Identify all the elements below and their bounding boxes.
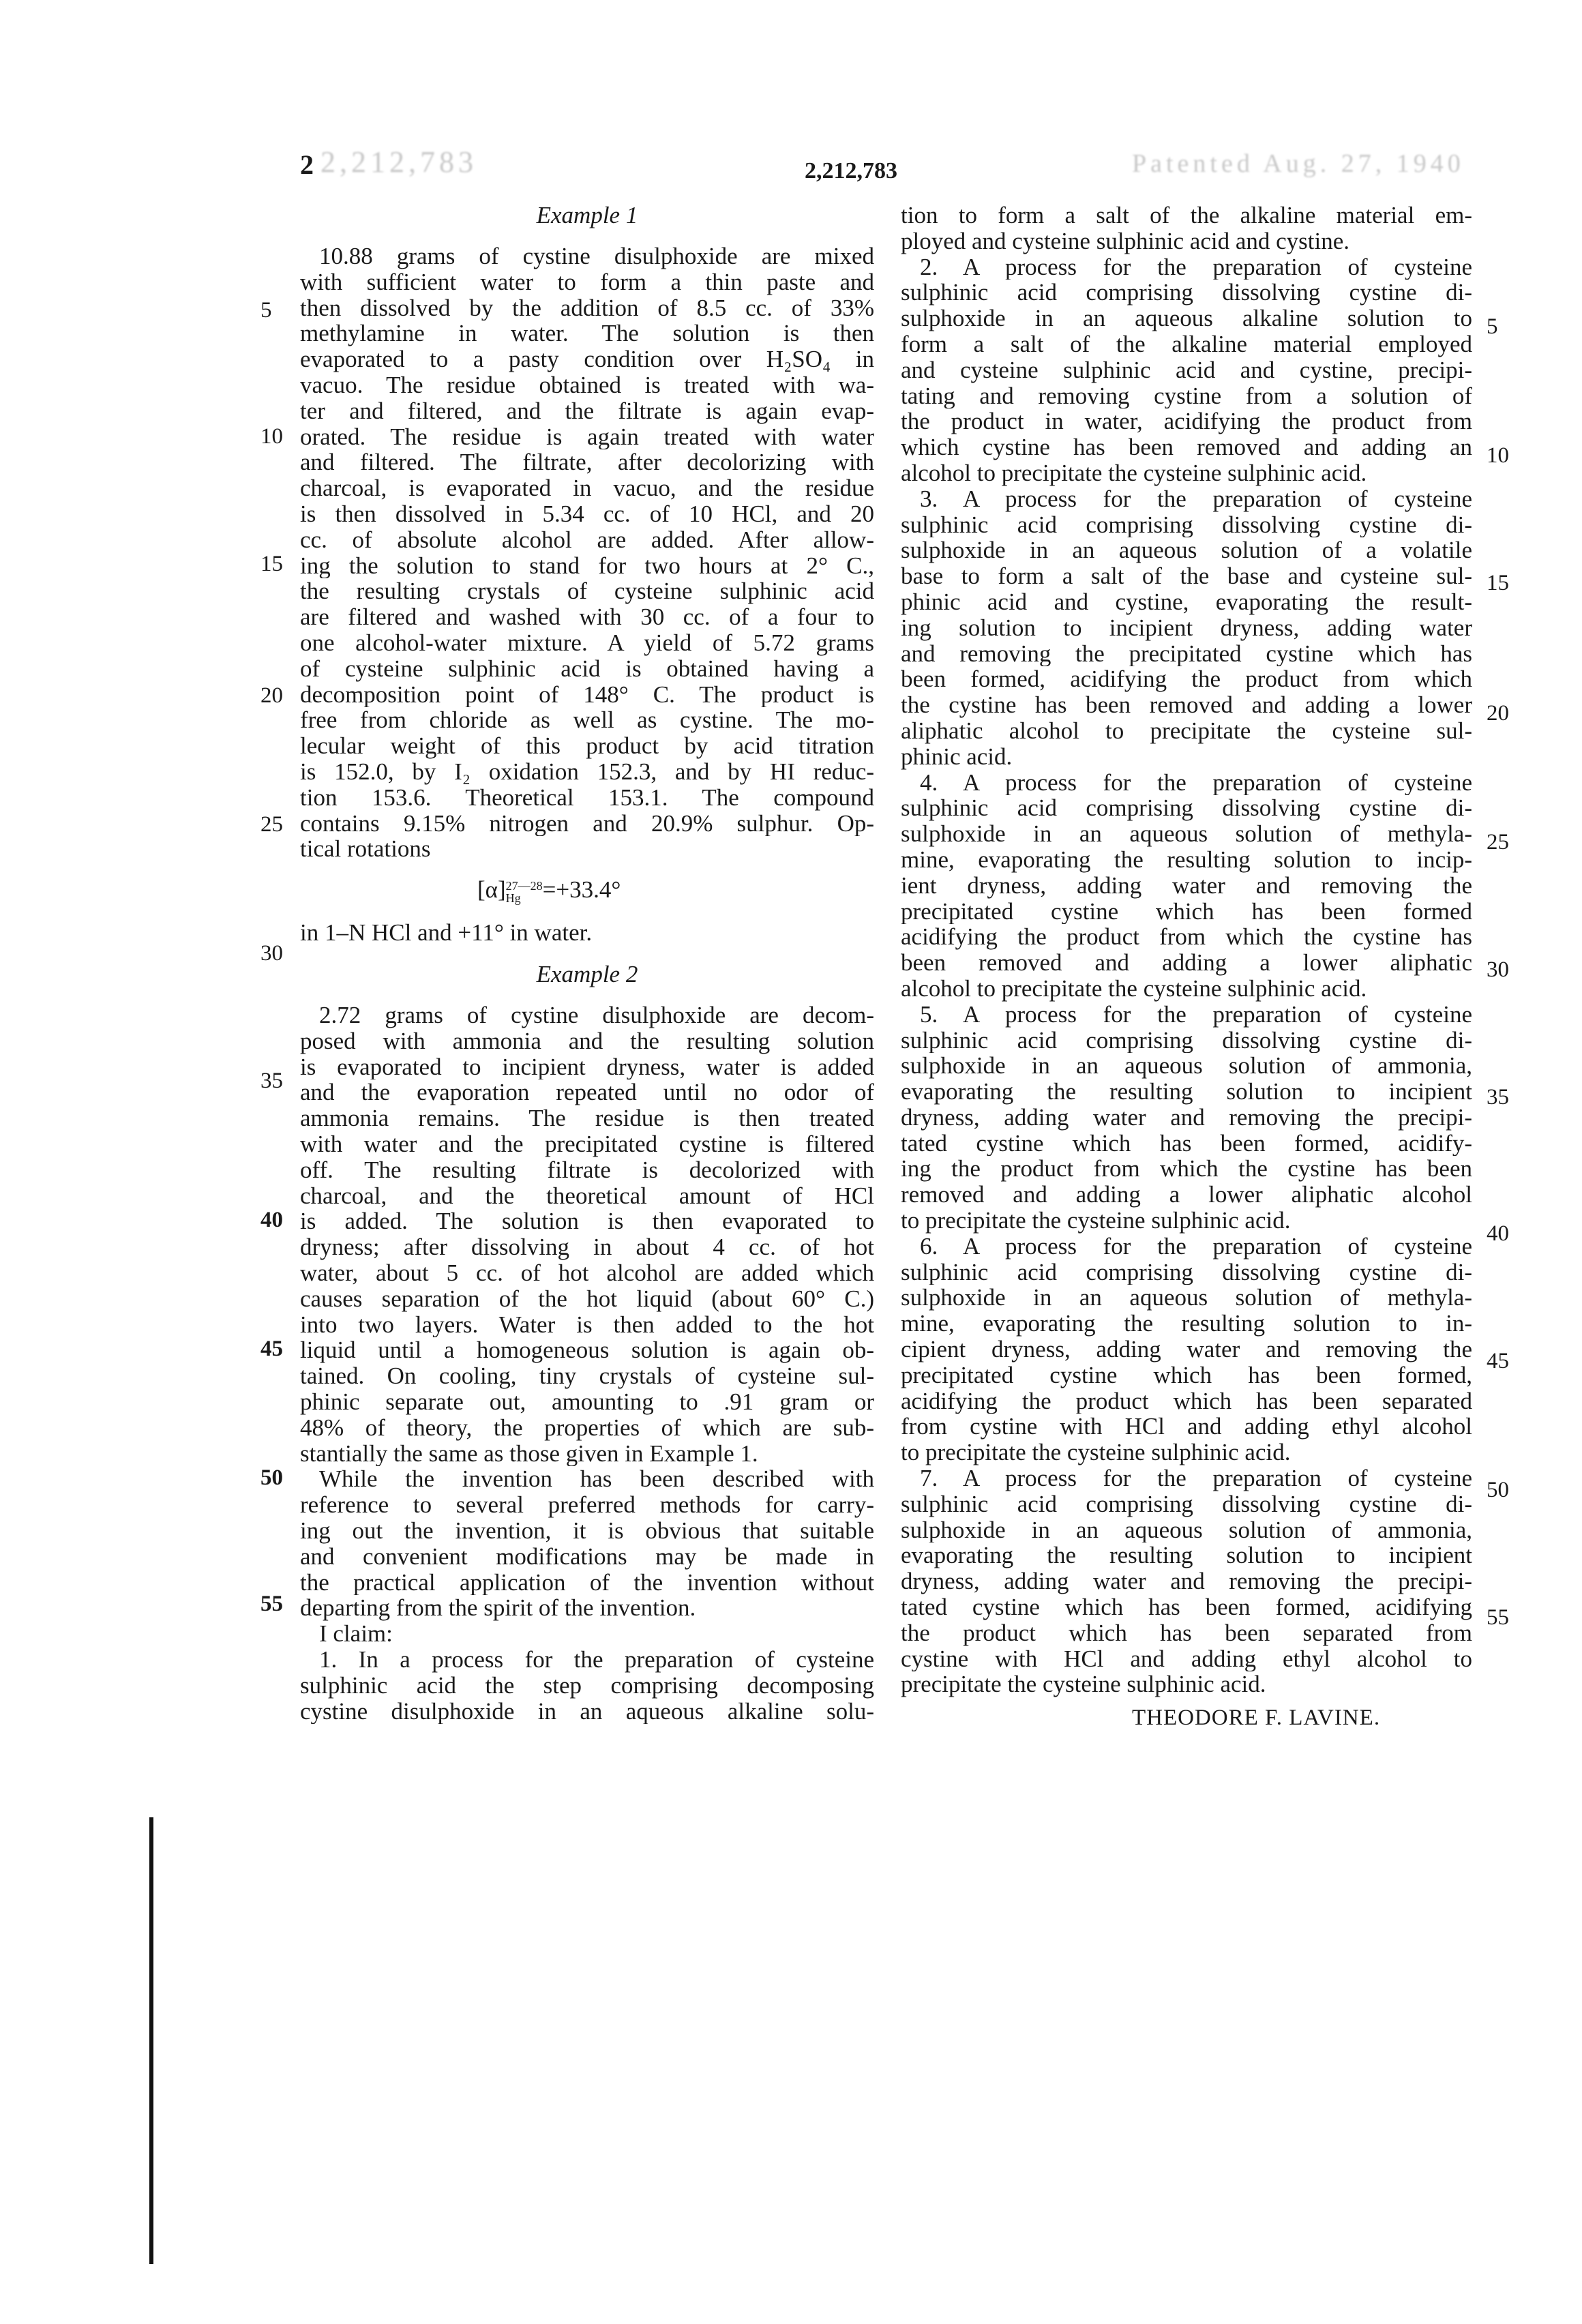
text-line: vacuo. The residue obtained is treated with wa-: [300, 372, 874, 398]
text-line: tained. On cooling, tiny crystals of cysteine sul-: [300, 1363, 874, 1389]
faded-stamp-left: 2,212,783: [320, 145, 477, 179]
paragraph: [901, 770, 1472, 1002]
faded-stamp-right: Patented Aug. 27, 1940: [1132, 149, 1465, 179]
paragraph: [901, 203, 1472, 254]
text-line: with sufficient water to form a thin paste and: [300, 269, 874, 295]
text-line: aliphatic alcohol to precipitate the cysteine sul-: [901, 718, 1472, 744]
text-line: evaporating the resulting solution to incipient: [901, 1543, 1472, 1568]
text-line: sulphoxide in an aqueous alkaline solution to: [901, 306, 1472, 331]
text-line: departing from the spirit of the invention.: [300, 1595, 874, 1621]
text-line: with water and the precipitated cystine is filtered: [300, 1131, 874, 1157]
text-line: phinic acid.: [901, 744, 1472, 770]
text-line: precipitate the cysteine sulphinic acid.: [901, 1671, 1472, 1697]
text-line: sulphinic acid comprising dissolving cystine di-: [901, 512, 1472, 538]
text-line: cystine disulphoxide in an aqueous alkaline solu-: [300, 1699, 874, 1725]
text-line: the cystine has been removed and adding a lower: [901, 692, 1472, 718]
line-number: 30: [260, 941, 283, 966]
text-line: of cysteine sulphinic acid is obtained having a: [300, 656, 874, 682]
page-number: 2: [300, 149, 314, 181]
line-number: 45: [1487, 1349, 1509, 1374]
line-number: 45: [260, 1337, 283, 1362]
text-line: evaporating the resulting solution to incipient: [901, 1079, 1472, 1105]
text-line: and the evaporation repeated until no odor of: [300, 1079, 874, 1105]
line-number: 40: [1487, 1221, 1509, 1247]
line-number: 20: [1487, 701, 1509, 726]
text-line: 7. A process for the preparation of cysteine: [901, 1465, 1472, 1491]
text-line: in 1–N HCl and +11° in water.: [300, 920, 874, 946]
text-line: the resulting crystals of cysteine sulphinic acid: [300, 578, 874, 604]
claims-body: [901, 203, 1472, 1697]
paragraph: [901, 254, 1472, 486]
text-line: tion to form a salt of the alkaline material em-: [901, 203, 1472, 228]
line-number: 35: [260, 1069, 283, 1094]
example-1-body: [300, 243, 874, 862]
text-line: While the invention has been described with: [300, 1466, 874, 1492]
paragraph: [300, 1647, 874, 1724]
text-line: ter and filtered, and the filtrate is again evap-: [300, 398, 874, 424]
paragraph: [300, 243, 874, 862]
text-line: cystine with HCl and adding ethyl alcohol to: [901, 1646, 1472, 1672]
text-line: the product in water, acidifying the product from: [901, 408, 1472, 434]
text-line: causes separation of the hot liquid (about 60° C.): [300, 1286, 874, 1312]
paragraph: [300, 1466, 874, 1621]
formula-subscript: Hg: [506, 892, 543, 904]
line-number: 5: [260, 298, 272, 323]
text-line: reference to several preferred methods for carry-: [300, 1492, 874, 1518]
line-number: 25: [1487, 830, 1509, 855]
text-line: and cysteine sulphinic acid and cystine, precipi-: [901, 357, 1472, 383]
line-number: 10: [1487, 443, 1509, 468]
text-line: base to form a salt of the base and cysteine sul-: [901, 563, 1472, 589]
formula-superscript: 27—28: [506, 880, 543, 892]
text-line: sulphoxide in an aqueous solution of methyla-: [901, 821, 1472, 847]
text-line: to precipitate the cysteine sulphinic acid.: [901, 1208, 1472, 1234]
text-line: tating and removing cystine from a solution of: [901, 383, 1472, 409]
line-number: 15: [260, 552, 283, 577]
text-line: removed and adding a lower aliphatic alcohol: [901, 1182, 1472, 1208]
text-line: phinic separate out, amounting to .91 gram or: [300, 1389, 874, 1415]
text-line: cc. of absolute alcohol are added. After allow-: [300, 527, 874, 553]
example-1-heading: Example 1: [300, 202, 874, 229]
text-line: is added. The solution is then evaporated to: [300, 1208, 874, 1234]
text-line: and removing the precipitated cystine which has: [901, 641, 1472, 667]
text-line: off. The resulting filtrate is decolorized with: [300, 1157, 874, 1183]
text-line: been removed and adding a lower aliphatic: [901, 950, 1472, 976]
text-line: charcoal, and the theoretical amount of HCl: [300, 1183, 874, 1209]
text-line: sulphoxide in an aqueous solution of ammonia,: [901, 1053, 1472, 1079]
text-line: ient dryness, adding water and removing the: [901, 873, 1472, 899]
text-line: contains 9.15% nitrogen and 20.9% sulphur. Op-: [300, 811, 874, 837]
text-line: dryness, adding water and removing the precipi-: [901, 1105, 1472, 1131]
line-number: 20: [260, 683, 283, 709]
paragraph: [901, 486, 1472, 770]
text-line: dryness; after dissolving in about 4 cc. of hot: [300, 1234, 874, 1260]
text-line: form a salt of the alkaline material employed: [901, 331, 1472, 357]
text-line: sulphinic acid comprising dissolving cystine di-: [901, 1260, 1472, 1285]
paragraph: [901, 1234, 1472, 1465]
text-line: tated cystine which has been formed, acidify-: [901, 1131, 1472, 1157]
text-line: sulphoxide in an aqueous solution of ammonia,: [901, 1517, 1472, 1543]
text-line: sulphinic acid comprising dissolving cystine di-: [901, 1491, 1472, 1517]
text-line: evaporated to a pasty condition over H₂SO₄ in: [300, 346, 874, 372]
line-number: 30: [1487, 957, 1509, 983]
text-line: acidifying the product from which the cystine has: [901, 924, 1472, 950]
text-line: tical rotations: [300, 836, 874, 862]
text-line: into two layers. Water is then added to the hot: [300, 1312, 874, 1338]
text-line: then dissolved by the addition of 8.5 cc. of 33%: [300, 295, 874, 321]
text-line: stantially the same as those given in Example 1.: [300, 1441, 874, 1467]
text-line: liquid until a homogeneous solution is again ob-: [300, 1337, 874, 1363]
text-line: is evaporated to incipient dryness, water is added: [300, 1054, 874, 1080]
text-line: sulphinic acid comprising dissolving cystine di-: [901, 795, 1472, 821]
text-line: ing out the invention, it is obvious that suitable: [300, 1518, 874, 1544]
text-line: decomposition point of 148° C. The product is: [300, 682, 874, 708]
text-line: ployed and cysteine sulphinic acid and cystine.: [901, 228, 1472, 254]
text-line: ammonia remains. The residue is then treated: [300, 1105, 874, 1131]
text-line: 1. In a process for the preparation of cysteine: [300, 1647, 874, 1673]
example-2-heading: Example 2: [300, 961, 874, 988]
text-line: tated cystine which has been formed, acidifying: [901, 1594, 1472, 1620]
text-line: 2.72 grams of cystine disulphoxide are decom-: [300, 1002, 874, 1028]
line-number: 5: [1487, 314, 1498, 340]
inventor-signature: THEODORE F. LAVINE.: [1132, 1705, 1380, 1731]
text-line: precipitated cystine which has been formed,: [901, 1362, 1472, 1388]
text-line: ing the solution to stand for two hours at 2° C.,: [300, 553, 874, 579]
patent-number: 2,212,783: [805, 158, 897, 184]
text-line: 5. A process for the preparation of cysteine: [901, 1002, 1472, 1028]
text-line: 48% of theory, the properties of which are sub-: [300, 1415, 874, 1441]
text-line: the practical application of the invention without: [300, 1570, 874, 1596]
text-line: phinic acid and cystine, evaporating the result-: [901, 589, 1472, 615]
text-line: 10.88 grams of cystine disulphoxide are mixed: [300, 243, 874, 269]
paragraph: [901, 1465, 1472, 1697]
line-number: 50: [1487, 1478, 1509, 1503]
formula-symbol: [α]: [477, 876, 506, 903]
line-number: 50: [260, 1465, 283, 1491]
text-line: I claim:: [300, 1621, 874, 1647]
line-number: 55: [1487, 1605, 1509, 1630]
text-line: dryness, adding water and removing the precipi-: [901, 1568, 1472, 1594]
text-line: sulphoxide in an aqueous solution of a volatile: [901, 537, 1472, 563]
text-line: posed with ammonia and the resulting solution: [300, 1028, 874, 1054]
text-line: sulphinic acid the step comprising decomposing: [300, 1673, 874, 1699]
text-line: and convenient modifications may be made in: [300, 1544, 874, 1570]
text-line: 3. A process for the preparation of cysteine: [901, 486, 1472, 512]
text-line: methylamine in water. The solution is then: [300, 321, 874, 346]
text-line: ing solution to incipient dryness, adding water: [901, 615, 1472, 641]
text-line: 6. A process for the preparation of cysteine: [901, 1234, 1472, 1260]
text-line: sulphinic acid comprising dissolving cystine di-: [901, 280, 1472, 306]
text-line: sulphoxide in an aqueous solution of methyla-: [901, 1285, 1472, 1311]
text-line: orated. The residue is again treated with water: [300, 424, 874, 450]
text-line: cipient dryness, adding water and removing the: [901, 1337, 1472, 1362]
text-line: are filtered and washed with 30 cc. of a four to: [300, 604, 874, 630]
text-line: one alcohol-water mixture. A yield of 5.72 grams: [300, 630, 874, 656]
text-line: is then dissolved in 5.34 cc. of 10 HCl, and 20: [300, 501, 874, 527]
text-line: lecular weight of this product by acid titration: [300, 733, 874, 759]
text-line: sulphinic acid comprising dissolving cystine di-: [901, 1028, 1472, 1054]
text-line: tion 153.6. Theoretical 153.1. The compound: [300, 785, 874, 811]
paragraph: [300, 1002, 874, 1466]
text-line: and filtered. The filtrate, after decolorizing with: [300, 449, 874, 475]
text-line: alcohol to precipitate the cysteine sulphinic acid.: [901, 976, 1472, 1002]
formula-value: =+33.4°: [543, 876, 621, 903]
line-number: 55: [260, 1592, 283, 1617]
text-line: which cystine has been removed and adding an: [901, 434, 1472, 460]
line-number: 25: [260, 812, 283, 837]
line-number: 10: [260, 424, 283, 449]
text-line: mine, evaporating the resulting solution to in-: [901, 1311, 1472, 1337]
text-line: mine, evaporating the resulting solution to incip-: [901, 847, 1472, 873]
text-line: is 152.0, by I₂ oxidation 152.3, and by HI reduc-: [300, 759, 874, 785]
optical-rotation-formula: [477, 876, 621, 904]
text-line: the product which has been separated from: [901, 1620, 1472, 1646]
example-2-body: [300, 1002, 874, 1724]
formula-note: [300, 920, 874, 946]
line-number: 35: [1487, 1085, 1509, 1110]
line-number: 40: [260, 1208, 283, 1233]
text-line: acidifying the product which has been separated: [901, 1388, 1472, 1414]
text-line: 4. A process for the preparation of cysteine: [901, 770, 1472, 796]
text-line: ing the product from which the cystine has been: [901, 1156, 1472, 1182]
text-line: 2. A process for the preparation of cysteine: [901, 254, 1472, 280]
text-line: water, about 5 cc. of hot alcohol are added which: [300, 1260, 874, 1286]
scan-margin-bar: [149, 1817, 153, 2264]
text-line: to precipitate the cysteine sulphinic acid.: [901, 1440, 1472, 1465]
text-line: alcohol to precipitate the cysteine sulphinic acid.: [901, 460, 1472, 486]
text-line: free from chloride as well as cystine. The mo-: [300, 707, 874, 733]
text-line: from cystine with HCl and adding ethyl alcohol: [901, 1414, 1472, 1440]
text-line: charcoal, is evaporated in vacuo, and the residue: [300, 475, 874, 501]
line-number: 15: [1487, 571, 1509, 596]
paragraph: [901, 1002, 1472, 1234]
text-line: precipitated cystine which has been formed: [901, 899, 1472, 925]
paragraph: [300, 1621, 874, 1647]
text-line: been formed, acidifying the product from which: [901, 666, 1472, 692]
